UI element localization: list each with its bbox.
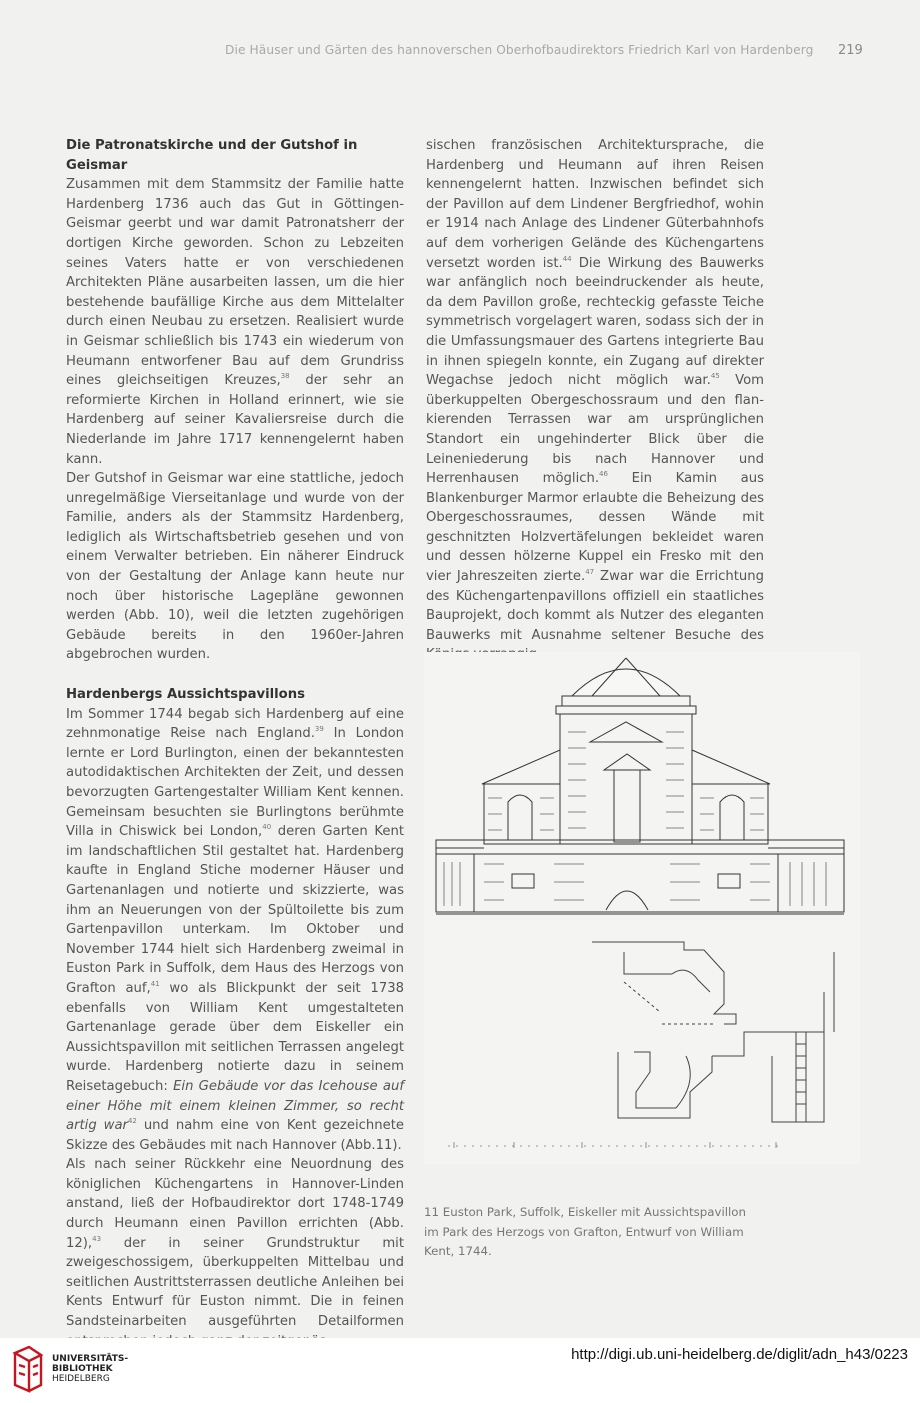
figure-euston-pavilion-drawing bbox=[424, 652, 860, 1164]
figure-caption: 11 Euston Park, Suffolk, Eiskeller mit Aussichtspavillon im Park des Herzogs von Grafton, Entwurf von William Kent, 1744. bbox=[424, 1205, 747, 1259]
left-column bbox=[66, 136, 404, 1351]
footnote-ref[interactable]: 42 bbox=[127, 1117, 137, 1126]
paragraph: sischen französischen Architektursprache, die Hardenberg und Heumann auf ihren Reisen kennengelernt hatten. Inzwischen befindet sich der Pavillon auf dem Lindener Bergfriedhof, wohin er 1914 nach Anlage des Lindener Güterbahnhofs auf dem vorherigen Gelände des Küchengartens versetzt worden ist.$^{44}$ Die Wirkung des Bauwerks war anfänglich noch beeindruckender als heute, da dem Pavillon große, rechteckig gefasste Teiche symmetrisch vorgelagert waren, sodass sich der in die Umfassungsmauer des Gartens integrierte Bau in ihnen spiegeln konnte, ein Zugang auf direkter Wegachse jedoch nicht möglich war.$^{45}$ Vom überkuppelten Obergeschossraum und den flankierenden Terrassen war am ursprünglichen Standort ein ungehinderter Blick über die Leineniederung bis nach Hannover und Herrenhausen möglich.$^{46}$ Ein Kamin aus Blankenburger Marmor erlaubte die Beheizung des Obergeschossraumes, dessen Wände mit geschnitzten Holzvertäfelungen bekleidet waren und dessen hölzerne Kuppel ein Fresko mit den vier Jahreszeiten zierte.$^{47}$ Zwar war die Errichtung des Küchengartenpavillons offiziell ein staatliches Bauprojekt, doch kommt als Nutzer des eleganten Bauwerks mit Ausnahme seltener Besuche des bbox=[426, 138, 764, 643]
permalink-url[interactable]: http://digi.ub.uni-heidelberg.de/diglit/adn_h43/0223 bbox=[571, 1346, 908, 1363]
section-heading-geismar: Die Patronatskirche und der Gutshof in Geismar bbox=[66, 138, 358, 173]
footnote-ref[interactable]: 41 bbox=[150, 979, 160, 988]
library-name-line1: UNIVERSITÄTS- bbox=[52, 1354, 129, 1364]
paragraph: Im Sommer 1744 begab sich Hardenberg auf eine zehnmonatige Reise nach England.$^{39}$ In London lernte er Lord Burlington, einen der bekanntesten autodidaktischen Architekten der Zeit, und dessen bevorzugten Gartengestalter William Kent kennen. Gemeinsam besuchten sie Burlingtons berühmte Villa in Chiswick bei London,$^{40}$ deren Garten Kent im landschaftlichen Stil gestaltet hat. Hardenberg kaufte in England Stiche moderner Häuser und Gartenanlagen und notierte und skizzierte, was ihm an Neuerungen von der Spültoilette bis zum Gartenpavillon unterkam. Im Oktober und November 1744 hielt sich Hardenberg zweimal in Euston Park in Suffolk, dem Haus des Herzogs von Grafton auf,$^{41}$ wo als Blickpunkt der seit 1738 ebenfalls von William Kent umgestalteten Gartenanlage gerade über dem Eiskeller ein Aussichtspavillon mit seitlichen Terrassen angelegt wurde. Hardenberg notierte dazu in seinem Reisetagebuch: Ein Gebäude vor das Icehouse auf einer Höhe mit einem kleinen Zimmer, so recht artig war$^{42}$ und nahm eine von Kent gezeichnete Skizze des Gebäudes mit nach Hannover (Abb.11). bbox=[66, 706, 404, 1153]
footnote-ref[interactable]: 45 bbox=[710, 372, 720, 381]
footnote-ref[interactable]: 40 bbox=[262, 823, 272, 832]
footnote-ref[interactable]: 44 bbox=[562, 254, 572, 263]
section-heading-pavillons: Hardenbergs Aussichtspavillons bbox=[66, 687, 305, 703]
paragraph: Zusammen mit dem Stammsitz der Familie hatte Hardenberg 1736 auch das Gut in Göttingen-Geismar geerbt und war damit Patronatsherr der dortigen Kirche geworden. Schon zu Lebzeiten seines Vaters hatte er von verschiedenen Architekten Pläne ausarbeiten lassen, um die hier bestehende baufällige Kirche aus dem Mittelalter durch einen Neubau zu ersetzen. Realisiert wurde in Geismar schließlich bis 1743 ein wiederum von Heumann entworfener Bau auf dem Grundriss eines gleichseitigen Kreuzes,$^{38}$ der sehr an reformierte Kirchen in Holland erinnert, wie sie Hardenberg auf seiner Kavaliersreise durch die Niederlande im Jahre 1717 kennengelernt haben kann. bbox=[66, 177, 404, 467]
footnote-ref[interactable]: 39 bbox=[314, 725, 324, 734]
footnote-ref[interactable]: 43 bbox=[92, 1234, 102, 1243]
library-name-line2: BIBLIOTHEK bbox=[52, 1364, 113, 1374]
pavilion-elevation-and-plan bbox=[424, 652, 860, 1164]
right-column bbox=[426, 136, 764, 665]
footnote-ref[interactable]: 46 bbox=[599, 470, 608, 479]
page-number: 219 bbox=[838, 43, 863, 58]
library-name bbox=[52, 1354, 128, 1384]
library-name-line3: HEIDELBERG bbox=[52, 1374, 110, 1384]
footnote-ref[interactable]: 47 bbox=[585, 568, 595, 577]
paragraph: Der Gutshof in Geismar war eine stattliche, jedoch unregelmäßige Vierseitanlage und wurde von der Familie, anders als der Stammsitz Hardenberg, lediglich als Wirtschaftsbetrieb gesehen und von einem Verwalter betrieben. Ein näherer Eindruck von der Gestaltung der Anlage kann heute nur noch über historische Lagepläne gewonnen werden (Abb. 10), weil die letzten zugehörigen Gebäude bereits in den 1960er-Jahren abgebrochen wurden. bbox=[66, 471, 404, 663]
paragraph: Als nach seiner Rückkehr eine Neuordnung des königlichen Küchengartens in Hannover-Linden anstand, ließ der Hofbaudirektor dort 1748-1749 durch Heumann einen Pavillon errichten (Abb. 12),$^{43}$ der in seiner Grundstruktur mit zweigeschossigem, überkuppelten Mittelbau und seitlichen Austrittsterrassen deutliche Anleihen bei Kents Entwurf für Euston nimmt. Die in feinen Sandsteinarbeiten ausgeführten Detailformen bbox=[66, 1157, 404, 1330]
university-library-logo-icon bbox=[11, 1345, 45, 1393]
running-title: Die Häuser und Gärten des hannoverschen Oberhofbaudirektors Friedrich Karl von Hardenberg bbox=[225, 43, 814, 57]
footnote-ref[interactable]: 38 bbox=[280, 372, 290, 381]
diary-quote: Ein Gebäude vor das Icehouse auf einer Höhe mit einem kleinen Zimmer, so recht artig war bbox=[66, 1078, 404, 1134]
